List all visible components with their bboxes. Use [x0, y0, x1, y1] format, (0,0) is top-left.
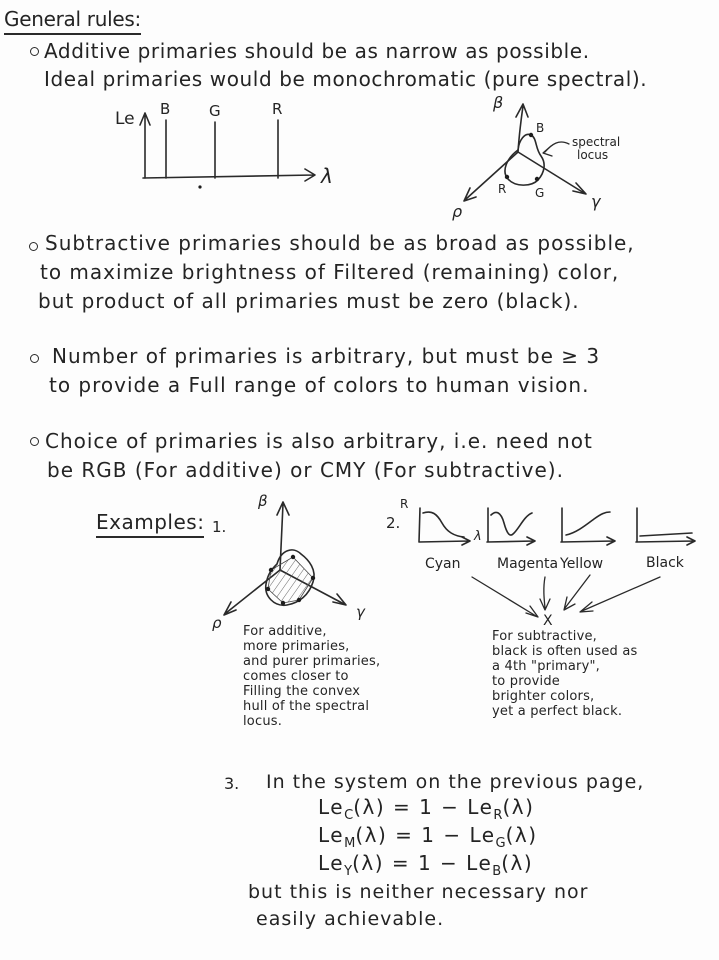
eq-mid: (λ) = 1 − Le — [353, 795, 494, 819]
y-axis-label: R — [400, 497, 409, 511]
primary-dot — [297, 598, 301, 602]
spike-g-label: G — [209, 102, 221, 120]
beta-axis-label: β — [493, 93, 504, 112]
point-b-label: B — [536, 121, 545, 135]
primary-dot — [266, 587, 270, 591]
x-axis-label: λ — [321, 164, 333, 188]
caption-line: and purer primaries, — [243, 654, 381, 669]
gamma-axis — [518, 152, 586, 194]
example3-intro: In the system on the previous page, — [266, 771, 645, 793]
caption-line: For subtractive, — [492, 629, 597, 644]
bullet-icon — [30, 47, 39, 56]
yellow-axes — [561, 508, 615, 545]
caption-line: hull of the spectral — [243, 699, 370, 714]
gamma-axis-label: γ — [356, 603, 365, 621]
bullet4-line2: be RGB (For additive) or CMY (For subtractive). — [47, 458, 564, 482]
black-axes — [636, 508, 695, 545]
caption-line: For additive, — [243, 624, 327, 639]
page-title: General rules: — [4, 8, 141, 35]
eq-tail: (λ) — [501, 851, 534, 875]
stray-dot — [198, 185, 201, 188]
example1-number: 1. — [212, 518, 227, 536]
beta-axis — [516, 104, 528, 152]
bullet1-line1: Additive primaries should be as narrow as possible. — [44, 39, 590, 63]
equation-yellow — [318, 852, 533, 880]
example3-outro-1: but this is neither necessary nor — [248, 881, 589, 903]
caption-line: to provide — [492, 674, 561, 689]
primary-dot — [281, 601, 285, 605]
caption-line: black is often used as — [492, 644, 638, 659]
point-r-label: R — [498, 182, 507, 196]
bullet-icon — [29, 242, 38, 251]
caption-line: locus. — [243, 714, 283, 729]
rho-axis-label: ρ — [212, 614, 222, 632]
point-r-dot — [505, 175, 509, 179]
example1-caption — [243, 624, 380, 729]
caption-line: a 4th "primary", — [492, 659, 601, 674]
yellow-curve — [566, 512, 610, 535]
primary-dot — [269, 568, 273, 572]
eq-lhs-sub: Y — [344, 864, 353, 879]
example2-caption — [492, 629, 637, 719]
bullet1-line2: Ideal primaries would be monochromatic (pure spectral). — [44, 67, 648, 91]
bullet3-line1: Number of primaries is arbitrary, but must be ≥ 3 — [52, 344, 601, 368]
bullet2-line1: Subtractive primaries should be as broad as possible, — [45, 231, 635, 255]
equation-cyan — [318, 796, 534, 824]
point-g-label: G — [535, 186, 545, 200]
bullet2-line2: to maximize brightness of Filtered (remaining) color, — [40, 260, 620, 284]
equation-magenta — [318, 824, 538, 852]
magenta-label: Magenta — [497, 556, 559, 572]
annotation-text-1: spectral — [572, 135, 621, 149]
spike-b-label: B — [160, 100, 171, 118]
annotation-arrow — [543, 142, 569, 156]
rho-axis — [464, 152, 518, 201]
point-b-dot — [529, 133, 533, 137]
point-g-dot — [535, 177, 539, 181]
converge-arrow-yellow — [564, 575, 590, 610]
eq-rhs-sub: G — [495, 836, 506, 851]
converge-arrow-cyan — [472, 577, 538, 617]
primary-dot — [311, 576, 315, 580]
converge-label: X — [543, 613, 553, 629]
caption-line: brighter colors, — [492, 689, 595, 704]
y-axis — [140, 113, 150, 178]
convex-hull-fill — [268, 557, 313, 603]
eq-rhs-sub: R — [493, 808, 503, 823]
example3-number: 3. — [224, 774, 240, 793]
cmyk-curves-diagram — [393, 496, 719, 630]
eq-lhs: Le — [318, 851, 345, 875]
beta-axis-label: β — [258, 492, 268, 510]
spectral-locus-diagram — [435, 92, 715, 227]
eq-lhs: Le — [318, 795, 345, 819]
primary-dot — [291, 555, 295, 559]
eq-rhs-sub: B — [492, 864, 502, 879]
rho-axis-label: ρ — [452, 202, 463, 221]
caption-line: Filling the convex — [243, 684, 361, 699]
yellow-label: Yellow — [560, 556, 604, 572]
caption-line: yet a perfect black. — [492, 704, 623, 719]
eq-lhs-sub: M — [344, 836, 356, 851]
cyan-curve — [423, 512, 464, 537]
bullet3-line2: to provide a Full range of colors to human vision. — [49, 373, 590, 397]
eq-lhs-sub: C — [344, 808, 354, 823]
converge-arrow-black — [580, 577, 660, 612]
eq-tail: (λ) — [505, 823, 538, 847]
spike-r-label: R — [272, 100, 283, 118]
bullet2-line3: but product of all primaries must be zero (black). — [38, 289, 580, 313]
eq-mid: (λ) = 1 − Le — [352, 851, 493, 875]
eq-lhs: Le — [318, 823, 345, 847]
caption-line: more primaries, — [243, 639, 350, 654]
bullet-icon — [30, 437, 39, 446]
y-axis-label: Le — [115, 109, 135, 129]
eq-mid: (λ) = 1 − Le — [355, 823, 496, 847]
x-axis-label: λ — [474, 529, 482, 544]
converge-arrow-magenta — [540, 577, 550, 610]
gamma-axis-label: γ — [591, 192, 601, 211]
cyan-label: Cyan — [425, 556, 461, 572]
x-axis — [143, 169, 315, 181]
examples-heading: Examples: — [96, 511, 204, 538]
convex-hull-diagram — [205, 490, 380, 640]
black-label: Black — [646, 555, 684, 571]
example2-number: 2. — [386, 514, 401, 532]
bullet-icon — [30, 354, 39, 363]
annotation-text-2: locus — [577, 148, 609, 162]
bullet4-line1: Choice of primaries is also arbitrary, i.e. need not — [45, 429, 593, 453]
example3-outro-2: easily achievable. — [256, 908, 445, 930]
magenta-curve — [491, 512, 532, 535]
spike-diagram — [58, 98, 358, 198]
eq-tail: (λ) — [502, 795, 535, 819]
black-curve — [640, 533, 692, 536]
caption-line: comes closer to — [243, 669, 349, 684]
